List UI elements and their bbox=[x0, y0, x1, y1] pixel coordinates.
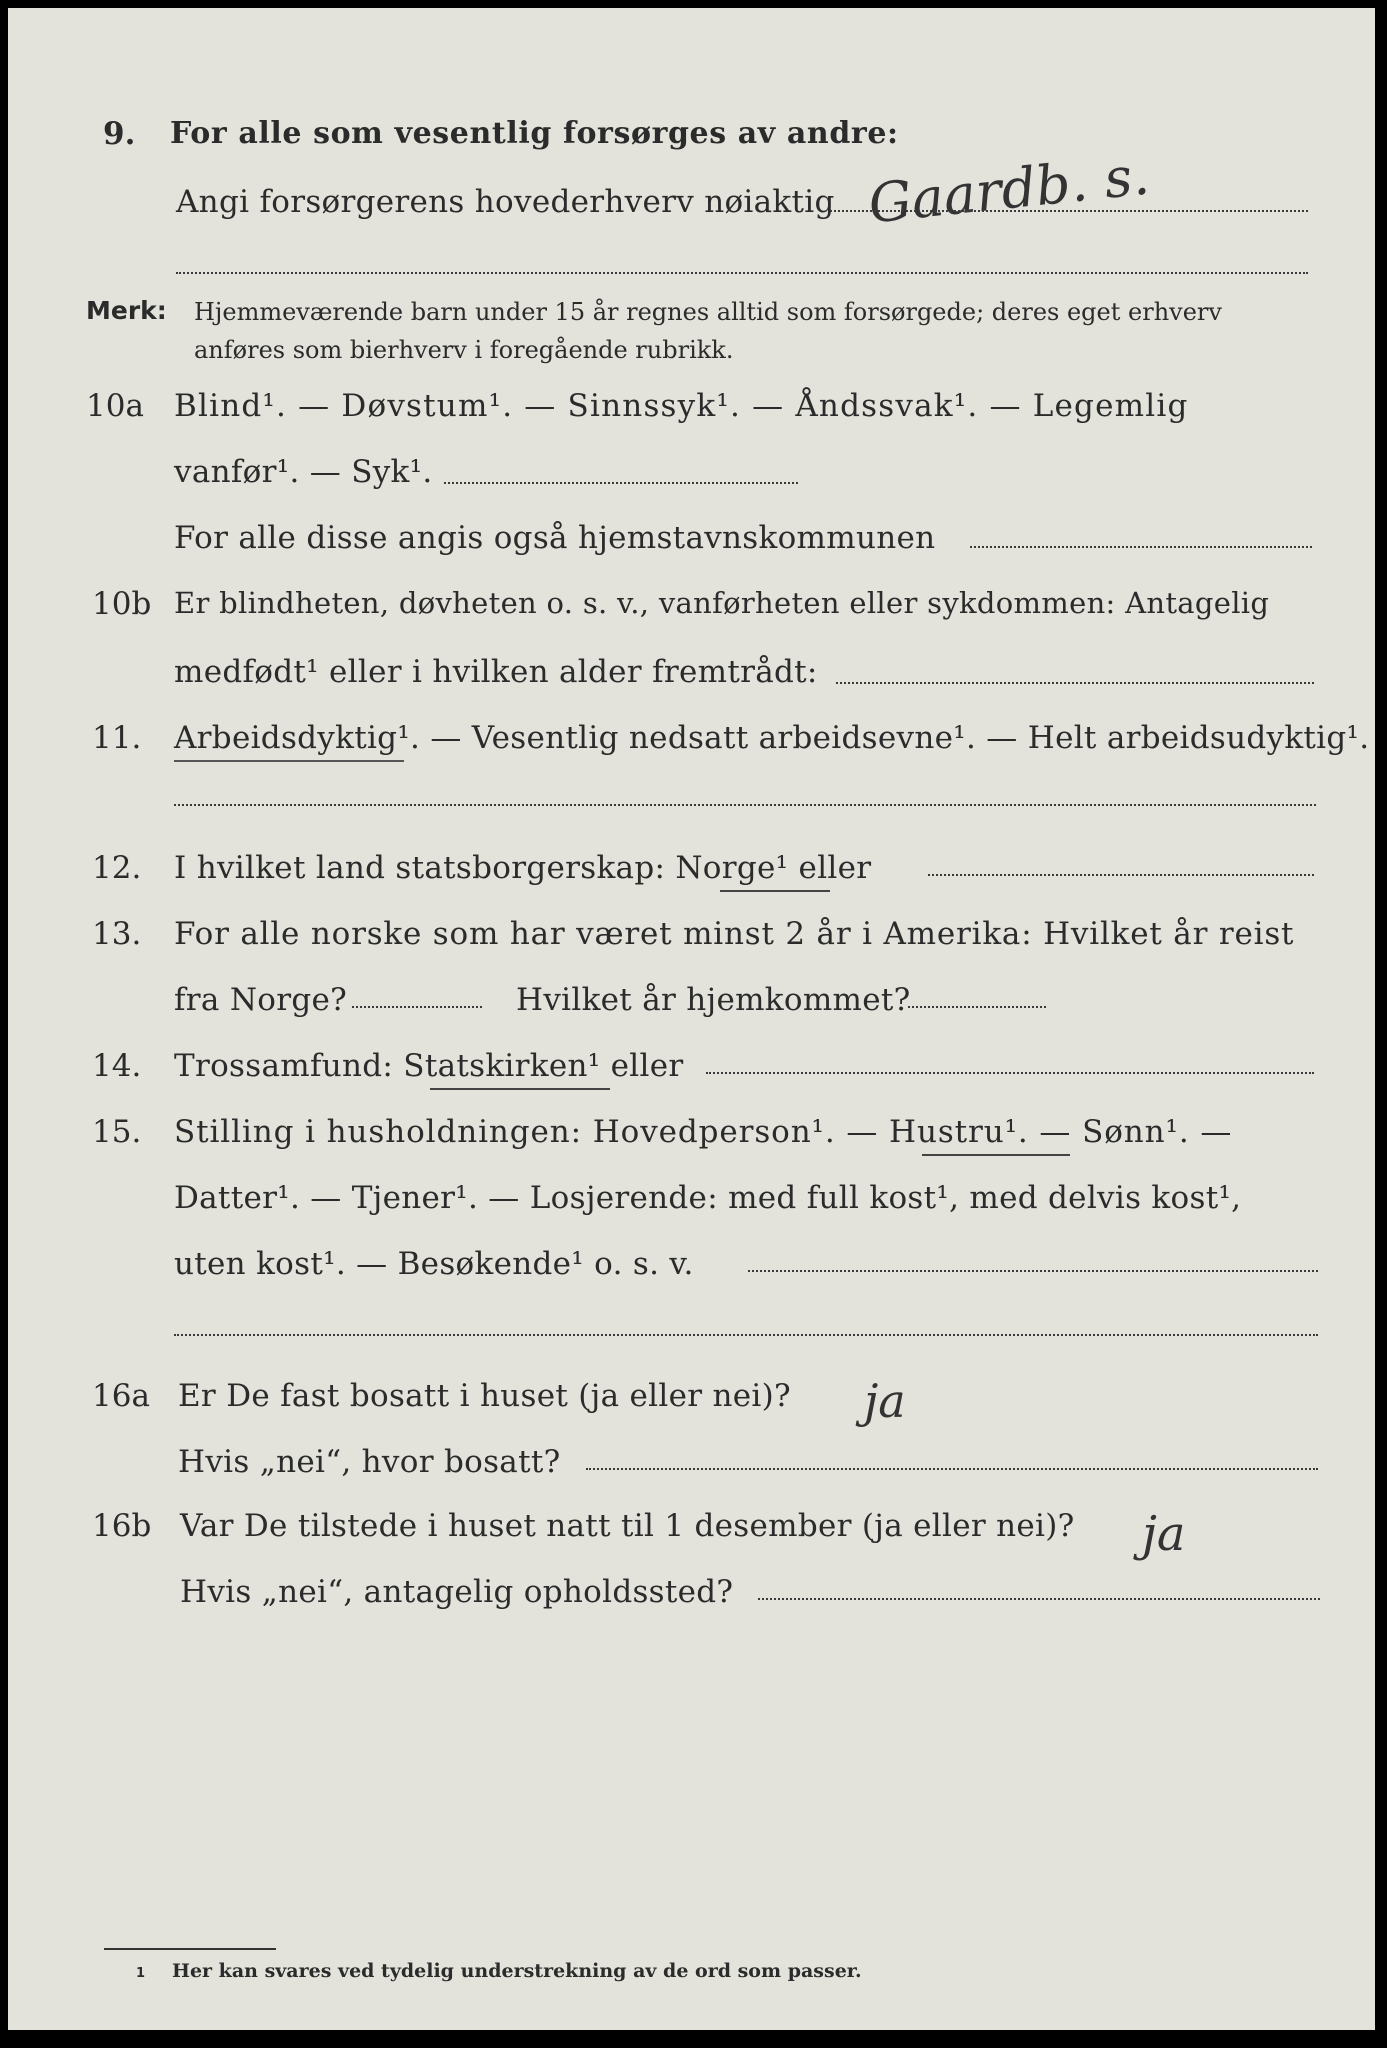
q16a-handwritten-answer: ja bbox=[864, 1374, 906, 1428]
q9-handwritten-answer: Gaardb. s. bbox=[865, 143, 1153, 236]
q16b-line-1: Var De tilstede i huset natt til 1 desember (ja eller nei)? bbox=[180, 1508, 1075, 1544]
census-form-page bbox=[8, 8, 1375, 2030]
q10b-line-1: Er blindheten, døvheten o. s. v., vanførheten eller sykdommen: Antagelig bbox=[174, 586, 1270, 620]
q10a-line-1: Blind¹. — Døvstum¹. — Sinnssyk¹. — Åndssvak¹. — Legemlig bbox=[174, 388, 1189, 424]
q13-line-1: For alle norske som har været minst 2 år i Amerika: Hvilket år reist bbox=[174, 916, 1295, 952]
q14-answer-line bbox=[706, 1072, 1314, 1074]
q10b-line-2: medfødt¹ eller i hvilken alder fremtrådt: bbox=[174, 654, 818, 690]
q13-line-2a: fra Norge? bbox=[174, 982, 348, 1018]
q10a-hjemstavn-line bbox=[970, 546, 1312, 548]
footnote-mark: 1 bbox=[136, 1966, 146, 1981]
q13-reist-line bbox=[352, 1006, 482, 1008]
q15-number: 15. bbox=[92, 1114, 142, 1150]
q16a-answer-line bbox=[586, 1468, 1318, 1470]
q16b-line-2: Hvis „nei“, antagelig opholdssted? bbox=[180, 1574, 734, 1610]
q9-extra-line bbox=[176, 272, 1308, 274]
q16a-number: 16a bbox=[92, 1378, 150, 1414]
merk-label: Merk: bbox=[86, 296, 167, 325]
q14-underline-statskirken bbox=[430, 1088, 610, 1090]
q10a-syk-line bbox=[444, 482, 798, 484]
q15-line-3: uten kost¹. — Besøkende¹ o. s. v. bbox=[174, 1246, 694, 1282]
q15-line-1: Stilling i husholdningen: Hovedperson¹. — Hustru¹. — Sønn¹. — bbox=[174, 1114, 1233, 1150]
q9-prompt: Angi forsørgerens hovederhverv nøiaktig bbox=[176, 184, 835, 220]
q12-underline-norge bbox=[720, 890, 830, 892]
q11-extra-line bbox=[174, 804, 1316, 806]
q11-line-1: Arbeidsdyktig¹. — Vesentlig nedsatt arbeidsevne¹. — Helt arbeidsudyktig¹. bbox=[174, 720, 1370, 756]
q9-answer-line bbox=[830, 210, 1308, 212]
q14-number: 14. bbox=[92, 1048, 142, 1084]
q15-extra-line bbox=[174, 1334, 1318, 1336]
q10a-line-3: For alle disse angis også hjemstavnskommunen bbox=[174, 520, 936, 556]
q9-number: 9. bbox=[103, 116, 136, 152]
q15-answer-line bbox=[748, 1270, 1318, 1272]
q13-hjemkommet-line bbox=[908, 1006, 1046, 1008]
q12-line-1: I hvilket land statsborgerskap: Norge¹ eller bbox=[174, 850, 872, 886]
q15-underline-hustru bbox=[922, 1154, 1070, 1156]
q16a-line-2: Hvis „nei“, hvor bosatt? bbox=[178, 1444, 561, 1480]
merk-line-2: anføres som bierhverv i foregående rubrikk. bbox=[194, 336, 734, 364]
q11-underline-arbeidsdyktig bbox=[174, 760, 404, 762]
merk-line-1: Hjemmeværende barn under 15 år regnes alltid som forsørgede; deres eget erhverv bbox=[194, 298, 1222, 326]
q10b-number: 10b bbox=[92, 586, 152, 622]
q16b-number: 16b bbox=[92, 1508, 152, 1544]
q16b-answer-line bbox=[758, 1598, 1320, 1600]
q9-title: For alle som vesentlig forsørges av andre: bbox=[170, 116, 899, 151]
q13-line-2b: Hvilket år hjemkommet? bbox=[516, 982, 911, 1018]
q10b-answer-line bbox=[836, 682, 1314, 684]
q16a-line-1: Er De fast bosatt i huset (ja eller nei)? bbox=[178, 1378, 791, 1414]
q13-number: 13. bbox=[92, 916, 142, 952]
q14-line-1: Trossamfund: Statskirken¹ eller bbox=[174, 1048, 684, 1084]
q16b-handwritten-answer: ja bbox=[1142, 1506, 1186, 1562]
q12-answer-line bbox=[928, 874, 1314, 876]
q10a-number: 10a bbox=[86, 388, 144, 424]
q12-number: 12. bbox=[92, 850, 142, 886]
footnote-rule bbox=[104, 1948, 276, 1950]
q15-line-2: Datter¹. — Tjener¹. — Losjerende: med full kost¹, med delvis kost¹, bbox=[174, 1180, 1242, 1216]
q10a-line-2: vanfør¹. — Syk¹. bbox=[174, 454, 433, 490]
footnote-text: Her kan svares ved tydelig understrekning av de ord som passer. bbox=[172, 1960, 862, 1982]
q11-number: 11. bbox=[92, 720, 142, 756]
